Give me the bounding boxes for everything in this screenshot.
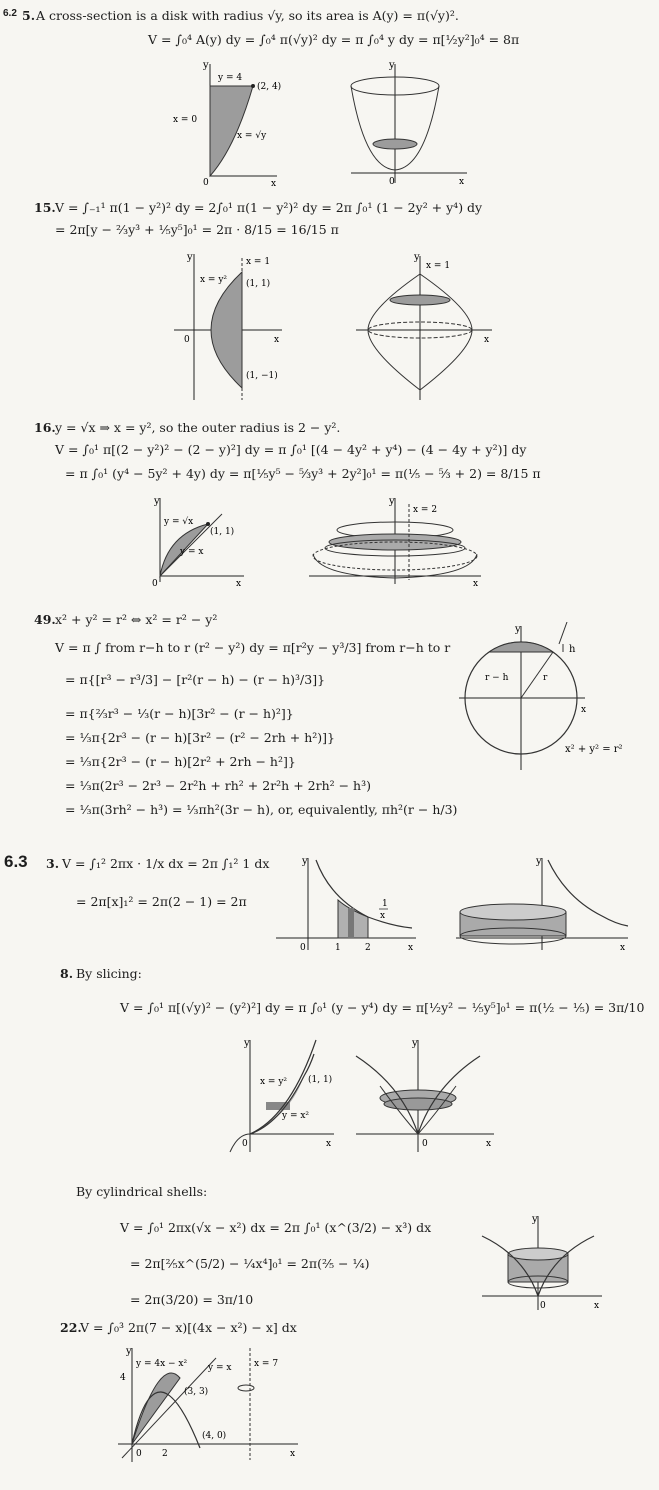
axis-label: y bbox=[515, 624, 521, 635]
axis-label: y bbox=[302, 856, 308, 867]
equation: V = ∫₋₁¹ π(1 − y²)² dy = 2∫₀¹ π(1 − y²)² dy = 2π ∫₀¹ (1 − 2y² + y⁴) dy bbox=[55, 200, 483, 215]
origin-label: 0 bbox=[300, 943, 306, 953]
axis-label: y bbox=[187, 252, 193, 263]
method-label: By cylindrical shells: bbox=[76, 1184, 208, 1199]
section-label-6-2: 6.2 bbox=[3, 8, 17, 19]
region-diagram bbox=[170, 250, 290, 405]
curve-label: x = y² bbox=[260, 1077, 288, 1087]
curve-label: x bbox=[380, 911, 386, 921]
equation-line: = ⅓π{2r³ − (r − h)[2r² + 2rh − h²]} bbox=[65, 754, 296, 769]
curve-label: x = 0 bbox=[173, 115, 198, 125]
axis-label: x bbox=[326, 1139, 332, 1149]
equation: V = ∫₁² 2πx · 1/x dx = 2π ∫₁² 1 dx bbox=[62, 856, 270, 871]
axis-label: x bbox=[290, 1449, 296, 1459]
axis-label: y bbox=[412, 1038, 418, 1049]
axis-label: y bbox=[126, 1346, 132, 1357]
problem-number: 5. bbox=[22, 8, 36, 23]
equation-line: V = ∫₀¹ 2πx(√x − x²) dx = 2π ∫₀¹ (x^(3/2) − x³) dx bbox=[120, 1220, 432, 1235]
problem-intro: y = √x ⇒ x = y², so the outer radius is 2 − y². bbox=[55, 420, 341, 435]
point-label: (4, 0) bbox=[202, 1431, 227, 1441]
tick-label: 2 bbox=[365, 943, 371, 953]
solid-diagram bbox=[350, 250, 500, 405]
problem-number: 15. bbox=[34, 200, 56, 215]
axis-label: x bbox=[473, 579, 479, 589]
axis-label: y bbox=[203, 60, 209, 71]
region-diagram bbox=[220, 1036, 340, 1156]
curve-label: x = y² bbox=[200, 275, 228, 285]
equation-line: = 2π(3/20) = 3π/10 bbox=[130, 1292, 254, 1307]
region-diagram bbox=[150, 494, 250, 589]
equation-line: = π{[r³ − r³/3] − [r²(r − h) − (r − h)³/3]} bbox=[65, 672, 326, 687]
solid-diagram bbox=[452, 854, 632, 954]
axis-label: y bbox=[532, 1214, 538, 1225]
origin-label: 0 bbox=[203, 178, 209, 188]
point-label: (2, 4) bbox=[257, 82, 282, 92]
point-label: (1, 1) bbox=[246, 279, 271, 289]
problem-number: 22. bbox=[60, 1320, 82, 1335]
problem-intro: x² + y² = r² ⇔ x² = r² − y² bbox=[55, 612, 218, 627]
radius-label: r bbox=[543, 673, 548, 683]
equation: = π ∫₀¹ (y⁴ − 5y² + 4y) dy = π[⅕y⁵ − ⁵⁄₃y³ + 2y²]₀¹ = π(⅕ − ⁵⁄₃ + 2) = 8/15 π bbox=[65, 466, 541, 481]
axis-label: y bbox=[154, 496, 160, 507]
origin-label: 0 bbox=[540, 1301, 546, 1311]
problem-number: 16. bbox=[34, 420, 56, 435]
equation-line: = ⅓π(3rh² − h³) = ⅓πh²(3r − h), or, equivalently, πh²(r − h/3) bbox=[65, 802, 458, 817]
tick-label: 4 bbox=[120, 1373, 126, 1383]
origin-label: 0 bbox=[152, 579, 158, 589]
point-label: (3, 3) bbox=[184, 1387, 209, 1397]
problem-number: 49. bbox=[34, 612, 56, 627]
axis-label: y bbox=[244, 1038, 250, 1049]
solid-diagram bbox=[478, 1212, 608, 1312]
equation-line: V = π ∫ from r−h to r (r² − y²) dy = π[r²y − y³/3] from r−h to r bbox=[55, 640, 451, 655]
axis-label: x bbox=[274, 335, 280, 345]
region-diagram bbox=[112, 1344, 302, 1464]
equation-line: = 2π[⅖x^(5/2) − ¼x⁴]₀¹ = 2π(⅖ − ¼) bbox=[130, 1256, 370, 1271]
origin-label: 0 bbox=[184, 335, 190, 345]
curve-label: y = 4x − x² bbox=[136, 1359, 188, 1369]
section-label-6-3: 6.3 bbox=[4, 852, 28, 871]
equation-line: = π{⅔r³ − ⅓(r − h)[3r² − (r − h)²]} bbox=[65, 706, 294, 721]
curve-label: x = 7 bbox=[254, 1359, 279, 1369]
axis-label: x bbox=[594, 1301, 600, 1311]
solid-diagram bbox=[352, 1036, 502, 1156]
solid-diagram bbox=[345, 58, 475, 188]
region-diagram bbox=[272, 854, 422, 954]
curve-label: y = x bbox=[180, 547, 204, 557]
curve-label: y = x² bbox=[282, 1111, 310, 1121]
point-label: (1, 1) bbox=[308, 1075, 333, 1085]
method-label: By slicing: bbox=[76, 966, 142, 981]
origin-label: 0 bbox=[422, 1139, 428, 1149]
height-label: h bbox=[569, 644, 576, 655]
point-label: (1, −1) bbox=[246, 371, 278, 381]
equation: V = ∫₀¹ π[(√y)² − (y²)²] dy = π ∫₀¹ (y − y⁴) dy = π[½y² − ⅕y⁵]₀¹ = π(½ − ⅕) = 3π/10 bbox=[120, 1000, 645, 1015]
segment-label: r − h bbox=[485, 673, 509, 683]
axis-label: y bbox=[536, 856, 542, 867]
curve-label: y = 4 bbox=[218, 73, 243, 83]
axis-label: y bbox=[414, 252, 420, 263]
problem-number: 8. bbox=[60, 966, 74, 981]
equation-line: = ⅓π{2r³ − (r − h)[3r² − (r² − 2rh + h²)]} bbox=[65, 730, 335, 745]
axis-label: x bbox=[620, 943, 626, 953]
equation: = 2π[y − ⅔y³ + ⅕y⁵]₀¹ = 2π · 8/15 = 16/15 π bbox=[55, 222, 339, 237]
curve-label: y = x bbox=[208, 1363, 232, 1373]
problem-number: 3. bbox=[46, 856, 60, 871]
axis-label: x bbox=[459, 177, 465, 187]
equation-line: = ⅓π(2r³ − 2r³ − 2r²h + rh² + 2r²h + 2rh² − h³) bbox=[65, 778, 371, 793]
sphere-cap-diagram bbox=[455, 622, 655, 772]
equation: V = ∫₀⁴ A(y) dy = ∫₀⁴ π(√y)² dy = π ∫₀⁴ y dy = π[½y²]₀⁴ = 8π bbox=[148, 32, 520, 47]
curve-label: x = 2 bbox=[413, 505, 438, 515]
problem-intro: A cross-section is a disk with radius √y, so its area is A(y) = π(√y)². bbox=[36, 8, 459, 23]
axis-label: x bbox=[581, 705, 587, 715]
region-diagram bbox=[165, 58, 285, 188]
curve-label: x = 1 bbox=[426, 261, 451, 271]
equation: = 2π[x]₁² = 2π(2 − 1) = 2π bbox=[76, 894, 247, 909]
origin-label: 0 bbox=[389, 177, 395, 187]
axis-label: x bbox=[271, 179, 277, 188]
solid-diagram bbox=[305, 494, 485, 589]
equation: V = ∫₀¹ π[(2 − y²)² − (2 − y)²] dy = π ∫₀¹ [(4 − 4y² + y⁴) − (4 − 4y + y²)] dy bbox=[55, 442, 527, 457]
curve-label: 1 bbox=[382, 899, 388, 909]
axis-label: x bbox=[484, 335, 490, 345]
equation: V = ∫₀³ 2π(7 − x)[(4x − x²) − x] dx bbox=[80, 1320, 297, 1335]
axis-label: y bbox=[389, 60, 395, 71]
curve-label: x² + y² = r² bbox=[565, 744, 623, 755]
curve-label: x = √y bbox=[237, 131, 267, 141]
curve-label: y = √x bbox=[164, 517, 194, 527]
axis-label: x bbox=[236, 579, 242, 589]
tick-label: 1 bbox=[335, 943, 341, 953]
origin-label: 0 bbox=[242, 1139, 248, 1149]
origin-label: 0 bbox=[136, 1449, 142, 1459]
axis-label: y bbox=[389, 496, 395, 507]
curve-label: x = 1 bbox=[246, 257, 271, 267]
tick-label: 2 bbox=[162, 1449, 168, 1459]
axis-label: x bbox=[486, 1139, 492, 1149]
point-label: (1, 1) bbox=[210, 527, 235, 537]
axis-label: x bbox=[408, 943, 414, 953]
